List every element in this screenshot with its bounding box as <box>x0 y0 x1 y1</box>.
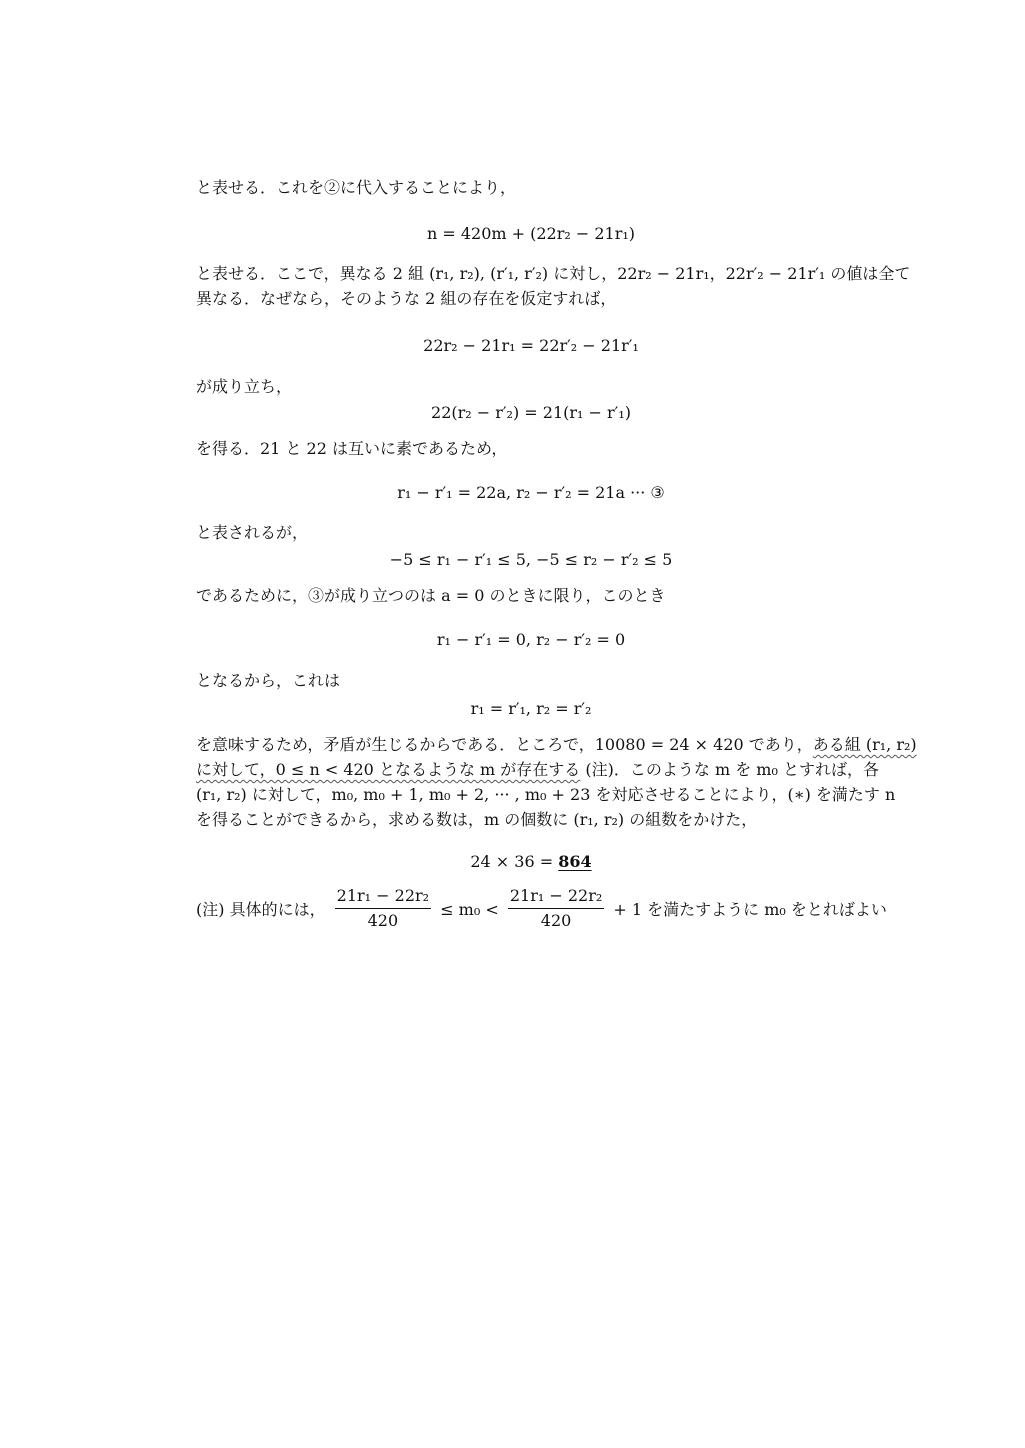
fraction-upper <box>508 886 604 931</box>
equation-answer <box>196 850 866 874</box>
equation-zero: r₁ − r′₁ = 0, r₂ − r′₂ = 0 <box>436 630 626 649</box>
equation-equal: r₁ = r′₁, r₂ = r′₂ <box>470 699 592 718</box>
text-line-8: となるから，これは <box>196 671 341 690</box>
fraction-upper-denominator: 420 <box>540 911 572 930</box>
answer-value: 864 <box>558 852 592 871</box>
text-line-12: を得ることができるから，求める数は，m の個数に (r₁, r₂) の組数をかけた， <box>196 810 758 829</box>
fraction-lower-denominator: 420 <box>367 911 399 930</box>
footnote-suffix: + 1 を満たすように m₀ をとればよい <box>613 900 887 919</box>
text-line-10-plain: (注)．このような m を m₀ とすれば，各 <box>580 760 879 779</box>
fraction-upper-numerator: 21r₁ − 22r₂ <box>508 886 604 909</box>
text-line-10 <box>196 758 886 782</box>
footnote-inequality: ≤ m₀ < <box>440 900 499 919</box>
text-line-6: と表されるが， <box>196 523 309 542</box>
answer-expression: 24 × 36 = <box>470 852 559 871</box>
equation-difference: 22(r₂ − r′₂) = 21(r₁ − r′₁) <box>431 403 631 422</box>
equation-3: r₁ − r′₁ = 22a, r₂ − r′₂ = 21a ··· ③ <box>397 483 665 502</box>
text-line-1: と表せる．これを②に代入することにより， <box>196 178 517 197</box>
equation-n: n = 420m + (22r₂ − 21r₁) <box>426 224 636 243</box>
equation-assumption: 22r₂ − 21r₁ = 22r′₂ − 21r′₁ <box>423 336 639 355</box>
wavy-underlined-text-2: に対して，0 ≤ n < 420 となるような m が存在する <box>196 760 581 779</box>
text-line-11: (r₁, r₂) に対して，m₀, m₀ + 1, m₀ + 2, ··· , m₀ + 23 を対応させることにより，(∗) を満たす n <box>196 785 896 804</box>
text-line-2: と表せる．ここで，異なる 2 組 (r₁, r₂), (r′₁, r′₂) に対し，22r₂ − 21r₁，22r′₂ − 21r′₁ の値は全て <box>196 264 911 283</box>
fraction-lower-numerator: 21r₁ − 22r₂ <box>335 886 431 909</box>
fraction-lower <box>335 886 431 931</box>
text-line-3: 異なる．なぜなら，そのような 2 組の存在を仮定すれば， <box>196 289 617 308</box>
text-line-4: が成り立ち， <box>196 377 293 396</box>
text-line-5: を得る．21 と 22 は互いに素であるため， <box>196 439 508 458</box>
text-line-9 <box>196 733 917 757</box>
equation-range: −5 ≤ r₁ − r′₁ ≤ 5, −5 ≤ r₂ − r′₂ ≤ 5 <box>389 550 673 569</box>
footnote <box>196 888 886 933</box>
footnote-prefix: (注) 具体的には， <box>196 900 326 919</box>
text-line-9-plain: を意味するため，矛盾が生じるからである．ところで，10080 = 24 × 420 であり， <box>196 735 813 754</box>
text-line-7: であるために，③が成り立つのは a = 0 のときに限り，このとき <box>196 586 666 605</box>
wavy-underlined-text-1: ある組 (r₁, r₂) <box>812 735 917 754</box>
